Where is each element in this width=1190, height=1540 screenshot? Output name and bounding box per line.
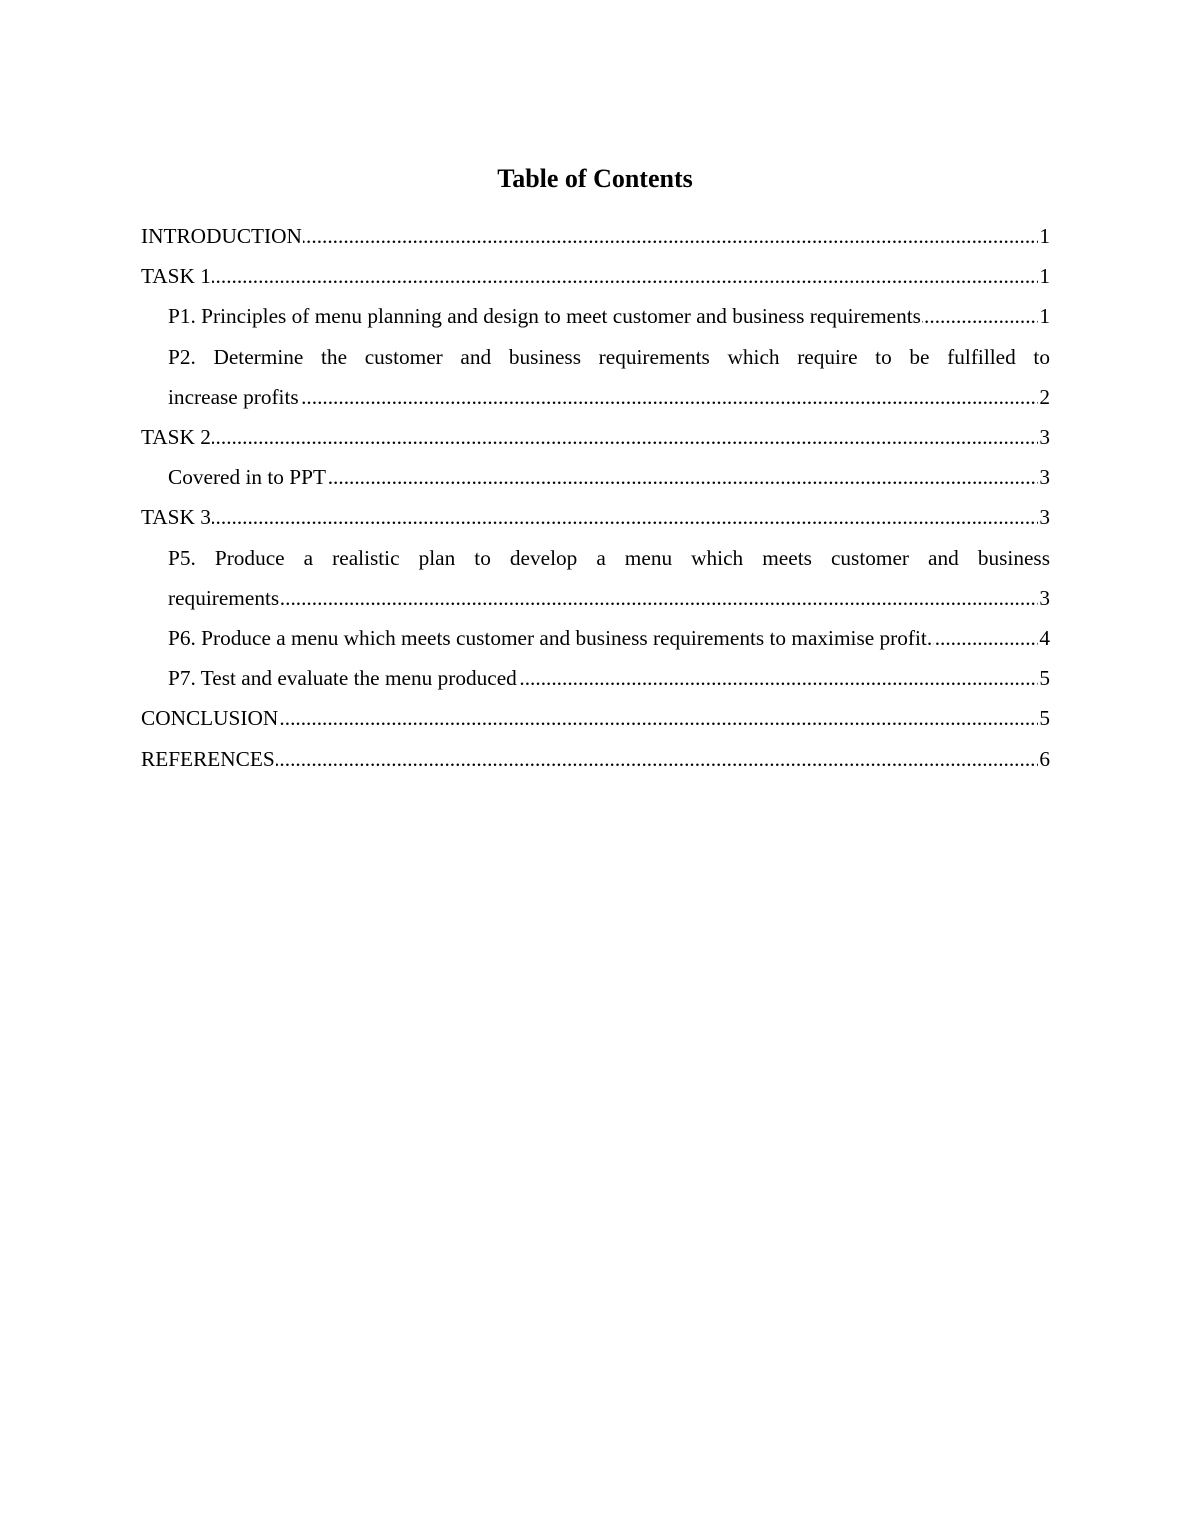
toc-entry-task-3[interactable] bbox=[141, 497, 1050, 537]
toc-page-number: 3 bbox=[1038, 497, 1050, 537]
toc-entry-p6[interactable] bbox=[168, 618, 1050, 658]
toc-entry-label: TASK 2 bbox=[141, 425, 211, 450]
toc-entry-label: P6. Produce a menu which meets customer and business requirements to maximise profit. bbox=[168, 626, 933, 651]
toc-entry-p5[interactable] bbox=[168, 538, 1050, 618]
toc-entry-covered-ppt[interactable] bbox=[168, 457, 1050, 497]
toc-entry-label: P1. Principles of menu planning and design to meet customer and business requirements bbox=[168, 304, 921, 329]
toc-entry-label: INTRODUCTION bbox=[141, 224, 302, 248]
toc-page-number: 4 bbox=[1038, 618, 1050, 658]
toc-page-number: 2 bbox=[1038, 377, 1050, 417]
toc-page-number: 6 bbox=[1038, 739, 1050, 779]
toc-entry-p7[interactable] bbox=[168, 658, 1050, 698]
toc-title: Table of Contents bbox=[497, 164, 693, 193]
toc-entry-first-line: P2. Determine the customer and business requirements which require to be fulfilled to bbox=[168, 344, 1050, 369]
toc-page-number: 5 bbox=[1038, 658, 1050, 698]
toc-page-number: 1 bbox=[1038, 256, 1050, 296]
toc-entry-conclusion[interactable] bbox=[141, 698, 1050, 738]
toc-page-number: 5 bbox=[1038, 698, 1050, 738]
toc-entry-task-2[interactable] bbox=[141, 417, 1050, 457]
toc-page-number: 1 bbox=[1038, 296, 1050, 336]
toc-entry-label: REFERENCES bbox=[141, 746, 275, 771]
toc-page-number: 3 bbox=[1038, 417, 1050, 457]
toc-page-number: 1 bbox=[1038, 216, 1050, 256]
toc-entry-label: TASK 3 bbox=[141, 505, 211, 530]
toc-entry-label: Covered in to PPT bbox=[168, 465, 326, 490]
toc-entry-label: increase profits bbox=[168, 384, 299, 409]
toc-entry-label: TASK 1 bbox=[141, 264, 211, 289]
toc-entry-label: P7. Test and evaluate the menu produced bbox=[168, 666, 517, 691]
toc-page-number: 3 bbox=[1038, 578, 1050, 618]
toc-entry-task-1[interactable] bbox=[141, 256, 1050, 296]
toc-entry-p2[interactable] bbox=[168, 337, 1050, 417]
toc-entry-first-line: P5. Produce a realistic plan to develop a menu which meets customer and business bbox=[168, 545, 1050, 570]
toc-page-number: 3 bbox=[1038, 457, 1050, 497]
toc-entry-label: CONCLUSION bbox=[141, 706, 279, 731]
toc-entry-label: requirements bbox=[168, 585, 280, 610]
toc-entry-p1[interactable] bbox=[168, 296, 1050, 336]
toc-list bbox=[141, 216, 1050, 779]
toc-entry-references[interactable] bbox=[141, 739, 1050, 779]
toc-entry-introduction[interactable] bbox=[141, 216, 1050, 256]
